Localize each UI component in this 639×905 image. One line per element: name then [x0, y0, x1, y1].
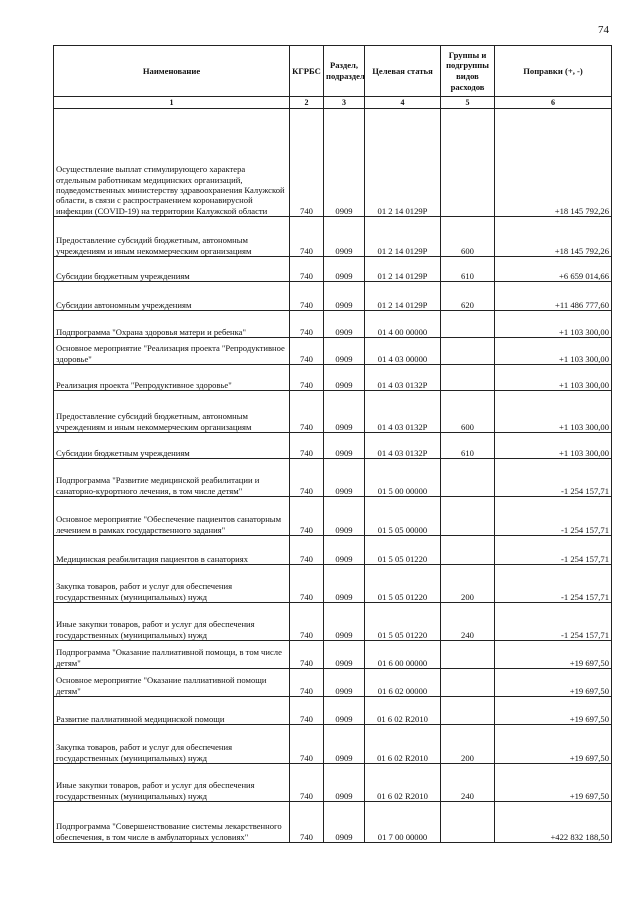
row-name: Реализация проекта "Репродуктивное здоровье" — [54, 365, 290, 391]
row-group — [441, 365, 495, 391]
row-section: 0909 — [324, 338, 365, 365]
row-amount: +18 145 792,26 — [495, 217, 612, 257]
row-name: Развитие паллиативной медицинской помощи — [54, 697, 290, 725]
row-amount: +19 697,50 — [495, 764, 612, 802]
header-amendment: Поправки (+, -) — [495, 46, 612, 97]
row-group — [441, 669, 495, 697]
row-amount: +6 659 014,66 — [495, 257, 612, 282]
row-group — [441, 497, 495, 536]
row-group — [441, 536, 495, 565]
row-group — [441, 109, 495, 217]
table-row — [54, 802, 612, 843]
row-name: Основное мероприятие "Реализация проекта "Репродуктивное здоровье" — [54, 338, 290, 365]
table-row — [54, 109, 612, 217]
row-amount: +18 145 792,26 — [495, 109, 612, 217]
row-name: Основное мероприятие "Обеспечение пациентов санаторным лечением в рамках государственного задания" — [54, 497, 290, 536]
column-number: 2 — [290, 97, 324, 109]
row-section: 0909 — [324, 764, 365, 802]
row-amount: +19 697,50 — [495, 725, 612, 764]
row-section: 0909 — [324, 497, 365, 536]
row-section: 0909 — [324, 217, 365, 257]
row-section: 0909 — [324, 365, 365, 391]
row-amount: +19 697,50 — [495, 669, 612, 697]
budget-amendments-table — [53, 45, 612, 843]
row-target: 01 5 05 00000 — [365, 497, 441, 536]
header-group: Группы и подгруппы видов расходов — [441, 46, 495, 97]
table-row — [54, 257, 612, 282]
row-target: 01 2 14 0129Р — [365, 282, 441, 311]
row-amount: -1 254 157,71 — [495, 536, 612, 565]
row-name: Закупка товаров, работ и услуг для обеспечения государственных (муниципальных) нужд — [54, 565, 290, 603]
row-amount: -1 254 157,71 — [495, 565, 612, 603]
row-name: Предоставление субсидий бюджетным, автономным учреждениям и иным некоммерческим организациям — [54, 217, 290, 257]
header-name: Наименование — [54, 46, 290, 97]
row-amount: +1 103 300,00 — [495, 365, 612, 391]
row-name: Основное мероприятие "Оказание паллиативной помощи детям" — [54, 669, 290, 697]
row-kgrbs: 740 — [290, 697, 324, 725]
row-target: 01 5 00 00000 — [365, 459, 441, 497]
header-target: Целевая статья — [365, 46, 441, 97]
row-target: 01 2 14 0129Р — [365, 217, 441, 257]
table-row — [54, 725, 612, 764]
row-amount: +1 103 300,00 — [495, 311, 612, 338]
page-number: 74 — [598, 24, 609, 36]
row-target: 01 2 14 0129Р — [365, 257, 441, 282]
row-name: Подпрограмма "Охрана здоровья матери и ребенка" — [54, 311, 290, 338]
row-name: Предоставление субсидий бюджетным, автономным учреждениям и иным некоммерческим организациям — [54, 391, 290, 433]
table-row — [54, 311, 612, 338]
row-target: 01 6 02 R2010 — [365, 764, 441, 802]
row-kgrbs: 740 — [290, 109, 324, 217]
row-section: 0909 — [324, 802, 365, 843]
column-number-row — [54, 97, 612, 109]
table-header-row — [54, 46, 612, 97]
row-kgrbs: 740 — [290, 641, 324, 669]
row-target: 01 6 02 00000 — [365, 669, 441, 697]
row-section: 0909 — [324, 641, 365, 669]
row-amount: +1 103 300,00 — [495, 391, 612, 433]
row-name: Осуществление выплат стимулирующего характера отдельным работникам медицинских организаций, подведомственных министерству здравоохранения Калужской области, в связи с распространением коронавирусной инфекции (COVID-19) на территории Калужской области — [54, 109, 290, 217]
row-name: Закупка товаров, работ и услуг для обеспечения государственных (муниципальных) нужд — [54, 725, 290, 764]
table-row — [54, 282, 612, 311]
row-group: 610 — [441, 433, 495, 459]
row-group — [441, 641, 495, 669]
row-kgrbs: 740 — [290, 282, 324, 311]
row-target: 01 6 00 00000 — [365, 641, 441, 669]
row-group — [441, 697, 495, 725]
row-target: 01 5 05 01220 — [365, 565, 441, 603]
row-section: 0909 — [324, 282, 365, 311]
row-name: Субсидии бюджетным учреждениям — [54, 433, 290, 459]
row-section: 0909 — [324, 697, 365, 725]
row-kgrbs: 740 — [290, 338, 324, 365]
row-kgrbs: 740 — [290, 565, 324, 603]
row-kgrbs: 740 — [290, 433, 324, 459]
row-group: 600 — [441, 391, 495, 433]
row-amount: +19 697,50 — [495, 641, 612, 669]
row-kgrbs: 740 — [290, 257, 324, 282]
row-kgrbs: 740 — [290, 365, 324, 391]
row-target: 01 7 00 00000 — [365, 802, 441, 843]
column-number: 1 — [54, 97, 290, 109]
row-section: 0909 — [324, 603, 365, 641]
row-section: 0909 — [324, 391, 365, 433]
table-row — [54, 697, 612, 725]
row-group: 200 — [441, 725, 495, 764]
row-name: Субсидии бюджетным учреждениям — [54, 257, 290, 282]
row-kgrbs: 740 — [290, 802, 324, 843]
row-name: Субсидии автономным учреждениям — [54, 282, 290, 311]
row-section: 0909 — [324, 669, 365, 697]
table-row — [54, 641, 612, 669]
row-amount: -1 254 157,71 — [495, 497, 612, 536]
column-number: 4 — [365, 97, 441, 109]
row-group: 240 — [441, 764, 495, 802]
row-target: 01 2 14 0129Р — [365, 109, 441, 217]
row-name: Подпрограмма "Развитие медицинской реабилитации и санаторно-курортного лечения, в том числе детям" — [54, 459, 290, 497]
row-amount: +11 486 777,60 — [495, 282, 612, 311]
row-kgrbs: 740 — [290, 725, 324, 764]
row-amount: -1 254 157,71 — [495, 603, 612, 641]
row-section: 0909 — [324, 433, 365, 459]
table-row — [54, 536, 612, 565]
row-group: 600 — [441, 217, 495, 257]
row-group: 610 — [441, 257, 495, 282]
row-amount: +1 103 300,00 — [495, 338, 612, 365]
row-section: 0909 — [324, 257, 365, 282]
table-row — [54, 764, 612, 802]
row-name: Иные закупки товаров, работ и услуг для обеспечения государственных (муниципальных) нужд — [54, 764, 290, 802]
table-row — [54, 603, 612, 641]
row-target: 01 5 05 01220 — [365, 536, 441, 565]
row-name: Иные закупки товаров, работ и услуг для обеспечения государственных (муниципальных) нужд — [54, 603, 290, 641]
column-number: 6 — [495, 97, 612, 109]
row-target: 01 6 02 R2010 — [365, 725, 441, 764]
row-kgrbs: 740 — [290, 217, 324, 257]
table-row — [54, 391, 612, 433]
row-kgrbs: 740 — [290, 764, 324, 802]
table-row — [54, 433, 612, 459]
row-amount: +19 697,50 — [495, 697, 612, 725]
table-row — [54, 338, 612, 365]
row-group: 240 — [441, 603, 495, 641]
row-target: 01 4 03 0132Р — [365, 365, 441, 391]
row-amount: +422 832 188,50 — [495, 802, 612, 843]
row-group — [441, 459, 495, 497]
row-kgrbs: 740 — [290, 311, 324, 338]
row-target: 01 5 05 01220 — [365, 603, 441, 641]
row-section: 0909 — [324, 565, 365, 603]
table-row — [54, 669, 612, 697]
row-target: 01 4 03 00000 — [365, 338, 441, 365]
row-kgrbs: 740 — [290, 669, 324, 697]
table-row — [54, 565, 612, 603]
row-name: Медицинская реабилитация пациентов в санаториях — [54, 536, 290, 565]
row-section: 0909 — [324, 725, 365, 764]
row-group: 620 — [441, 282, 495, 311]
row-section: 0909 — [324, 311, 365, 338]
row-target: 01 6 02 R2010 — [365, 697, 441, 725]
row-section: 0909 — [324, 536, 365, 565]
row-group — [441, 311, 495, 338]
row-kgrbs: 740 — [290, 603, 324, 641]
row-kgrbs: 740 — [290, 391, 324, 433]
table-row — [54, 365, 612, 391]
column-number: 3 — [324, 97, 365, 109]
column-number: 5 — [441, 97, 495, 109]
table-row — [54, 217, 612, 257]
row-name: Подпрограмма "Оказание паллиативной помощи, в том числе детям" — [54, 641, 290, 669]
row-target: 01 4 03 0132Р — [365, 391, 441, 433]
row-kgrbs: 740 — [290, 536, 324, 565]
table-row — [54, 497, 612, 536]
row-section: 0909 — [324, 109, 365, 217]
row-target: 01 4 03 0132Р — [365, 433, 441, 459]
row-amount: -1 254 157,71 — [495, 459, 612, 497]
header-kgrbs: КГРБС — [290, 46, 324, 97]
row-kgrbs: 740 — [290, 497, 324, 536]
table-row — [54, 459, 612, 497]
header-section: Раздел, подраздел — [324, 46, 365, 97]
row-section: 0909 — [324, 459, 365, 497]
row-name: Подпрограмма "Совершенствование системы лекарственного обеспечения, в том числе в амбулаторных условиях" — [54, 802, 290, 843]
row-target: 01 4 00 00000 — [365, 311, 441, 338]
row-group: 200 — [441, 565, 495, 603]
row-amount: +1 103 300,00 — [495, 433, 612, 459]
row-group — [441, 338, 495, 365]
row-group — [441, 802, 495, 843]
row-kgrbs: 740 — [290, 459, 324, 497]
